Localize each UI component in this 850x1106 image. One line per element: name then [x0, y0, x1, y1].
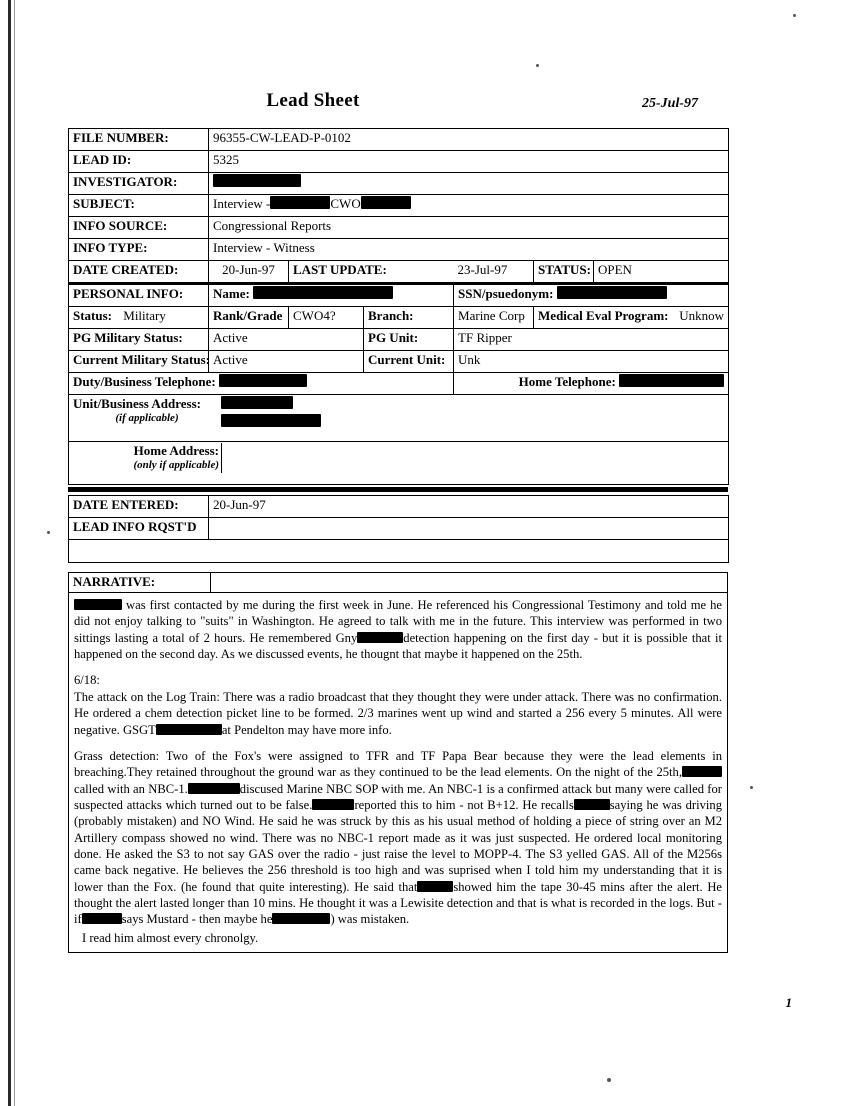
- narrative-p3h-text: ) was mistaken.: [330, 912, 410, 927]
- narrative-paragraph-3: [74, 748, 722, 928]
- info-source-label: INFO SOURCE:: [69, 217, 209, 239]
- section-divider-bar: [68, 487, 728, 492]
- info-source-value: Congressional Reports: [209, 217, 729, 239]
- redaction-bar: [682, 766, 722, 777]
- table-row-file-number: [69, 129, 729, 151]
- redaction-bar: [253, 286, 393, 299]
- date-entered-value: 20-Jun-97: [209, 496, 729, 518]
- narrative-p2-text: The attack on the Log Train: There was a radio broadcast that they thought they were under attack. There was no confirmation. He ordered a chem detection picket line to be formed. 2/3 marines went up wind and started a 256 every 5 minutes. All were negative. GSGT: [74, 689, 722, 737]
- lead-info-blank-cell: [69, 540, 729, 563]
- scan-speck: [47, 531, 50, 534]
- redaction-bar: [221, 414, 321, 427]
- current-military-value: Active: [209, 351, 364, 373]
- lead-id-label: LEAD ID:: [69, 151, 209, 173]
- unit-address-note: (if applicable): [115, 412, 179, 425]
- narrative-p1-text: was first contacted by me during the first week in June. He referenced his Congressional Testimony and told me he did not enjoy talking to "suits" in Washington. He agreed to talk with me in the future. This interview was performed in two sittings lasting a total of 2 hours. He remembered Gny: [74, 598, 722, 645]
- branch-label: Branch:: [364, 307, 454, 329]
- home-phone-label: Home Telephone:: [518, 374, 616, 389]
- page-number: 1: [785, 995, 792, 1010]
- name-label: Name:: [213, 286, 250, 301]
- narrative-paragraph-2: [74, 672, 722, 737]
- branch-value: Marine Corp: [454, 307, 534, 329]
- redaction-bar: [82, 913, 122, 924]
- table-row-current-military: [69, 351, 729, 373]
- status2-value: Military: [123, 308, 166, 323]
- duty-phone-cell: [69, 373, 454, 395]
- date-created-label: DATE CREATED:: [69, 261, 209, 283]
- file-number-label: FILE NUMBER:: [69, 129, 209, 151]
- pg-unit-value: TF Ripper: [454, 329, 729, 351]
- redaction-bar: [213, 174, 301, 187]
- redaction-bar: [357, 632, 403, 643]
- narrative-p3g-text: says Mustard - then maybe he: [121, 912, 273, 927]
- info-type-value: Interview - Witness: [209, 239, 729, 261]
- redaction-bar: [557, 286, 667, 299]
- redaction-bar: [312, 799, 354, 810]
- redaction-bar: [272, 913, 330, 924]
- pg-military-label: PG Military Status:: [69, 329, 209, 351]
- redaction-bar: [361, 196, 411, 209]
- investigator-label: INVESTIGATOR:: [69, 173, 209, 195]
- rank-value: CWO4?: [289, 307, 364, 329]
- table-row-info-source: [69, 217, 729, 239]
- narrative-paragraph-1: [74, 597, 722, 662]
- home-address-label: Home Address:: [133, 443, 219, 458]
- table-row-investigator: [69, 173, 729, 195]
- scan-speck: [793, 14, 796, 17]
- home-address-note: (only if applicable): [133, 459, 219, 472]
- header-fields-table: [68, 128, 729, 283]
- status-value: OPEN: [594, 261, 729, 283]
- current-military-label: Current Military Status:: [69, 351, 209, 373]
- table-row-unit-address: [69, 395, 729, 442]
- personal-info-label: PERSONAL INFO:: [69, 284, 209, 307]
- current-unit-value: Unk: [454, 351, 729, 373]
- table-row-pg-military: [69, 329, 729, 351]
- current-unit-label: Current Unit:: [364, 351, 454, 373]
- narrative-p1b-text: detection happening on the first day - but it is possible that it happened on the second day. As we discussed events, he thougnt that maybe it happened on the 25th.: [74, 630, 722, 662]
- table-row-status-rank: [69, 307, 729, 329]
- home-phone-cell: [454, 373, 729, 395]
- table-row-home-address: [69, 442, 729, 485]
- status2-cell: [69, 307, 209, 329]
- redaction-bar: [270, 196, 330, 209]
- investigator-value: [209, 173, 729, 195]
- narrative-section: [68, 572, 728, 953]
- personal-info-table: [68, 283, 729, 485]
- table-row-date-entered: [69, 496, 729, 518]
- narrative-p3b-text: called with an NBC-1.: [74, 781, 188, 796]
- scan-speck: [750, 786, 753, 789]
- last-update-value: 23-Jul-97: [454, 261, 534, 283]
- unit-address-cell: [69, 395, 729, 442]
- ssn-cell: [454, 284, 729, 307]
- document-date: 25-Jul-97: [642, 96, 698, 111]
- status2-label: Status:: [73, 308, 113, 323]
- entry-table: [68, 495, 729, 563]
- redaction-bar: [74, 599, 122, 610]
- page-title: Lead Sheet: [266, 90, 360, 111]
- file-number-value: 96355-CW-LEAD-P-0102: [209, 129, 729, 151]
- lead-info-label: LEAD INFO RQST'D: [69, 518, 209, 540]
- table-row-lead-info-blank: [69, 540, 729, 563]
- title-row: [68, 90, 728, 112]
- home-address-value: [221, 443, 724, 473]
- rank-label: Rank/Grade: [209, 307, 289, 329]
- narrative-p3c-text: discused Marine NBC SOP with me. An NBC-1 is a confirmed attack but many were called for suspected attacks which turned out to be false.: [74, 781, 722, 812]
- table-row-subject: [69, 195, 729, 217]
- redaction-bar: [188, 783, 240, 794]
- narrative-p3a-text: Grass detection: Two of the Fox's were assigned to TFR and TF Papa Bear because they were the lead elements in breaching.They retained throughout the ground war as they continued to be the lead elements. On the night of the 25th,: [74, 748, 722, 780]
- narrative-p2b-text: at Pendelton may have more info.: [221, 722, 392, 737]
- table-row-telephones: [69, 373, 729, 395]
- date-entered-label: DATE ENTERED:: [69, 496, 209, 518]
- duty-phone-label: Duty/Business Telephone:: [73, 374, 216, 389]
- narrative-header-divider: [210, 573, 211, 592]
- narrative-p3e-text: saying he was driving (probably mistaken) and NO Wind. He said he was struck by this as his usual method of holding a piece of string over an M2 Artillery compass showed no wind. There was no NBC-1 report made as it was just suspected. He ordered local monitoring done. He asked the S3 to not say GAS over the radio - just raise the level to MOPP-4. The S3 yelled GAS. All of the M256s came back negative. He believes the 256 threshold is too high and was suprised when I told him my understanding that it is lower than the Fox. (he found that quite interesting). He said that: [74, 797, 722, 894]
- redaction-bar: [219, 374, 307, 387]
- last-update-label: LAST UPDATE:: [289, 261, 454, 283]
- lead-id-value: 5325: [209, 151, 729, 173]
- unit-address-label: Unit/Business Address:: [73, 396, 201, 411]
- subject-midtext: CWO: [330, 196, 361, 211]
- pg-unit-label: PG Unit:: [364, 329, 454, 351]
- redaction-bar: [156, 724, 222, 735]
- narrative-p3d-text: reported this to him - not B+12. He recalls: [354, 797, 574, 812]
- subject-prefix: Interview -: [213, 196, 271, 211]
- table-row-personal-info: [69, 284, 729, 307]
- table-row-dates: [69, 261, 729, 283]
- narrative-body: [68, 592, 728, 953]
- narrative-label: NARRATIVE:: [73, 574, 156, 589]
- lead-info-value: [209, 518, 729, 540]
- narrative-p3f-text: showed him the tape 30-45 mins after the alert. He thought the alert lasted longer than 10 mins. He thought it was a Lewisite detection and that is what is recorded in the logs. But - if: [74, 879, 722, 927]
- redaction-bar: [619, 374, 724, 387]
- scan-speck: [536, 64, 539, 67]
- ssn-label: SSN/psuedonym:: [458, 286, 554, 301]
- date-created-value: 20-Jun-97: [209, 261, 289, 283]
- info-type-label: INFO TYPE:: [69, 239, 209, 261]
- status-label: STATUS:: [534, 261, 594, 283]
- redaction-bar: [574, 799, 610, 810]
- narrative-header: [68, 572, 728, 592]
- table-row-lead-id: [69, 151, 729, 173]
- narrative-paragraph-4: I read him almost every chronolgy.: [82, 930, 259, 945]
- table-row-info-type: [69, 239, 729, 261]
- redaction-bar: [221, 396, 293, 409]
- scan-edge-artifact: [8, 0, 11, 1106]
- medical-value: Unknow: [594, 307, 729, 329]
- medical-label: Medical Eval Program:: [534, 307, 594, 329]
- home-address-cell: [69, 442, 729, 485]
- narrative-p2-head: 6/18:: [74, 673, 100, 688]
- subject-label: SUBJECT:: [69, 195, 209, 217]
- pg-military-value: Active: [209, 329, 364, 351]
- scan-speck: [607, 1078, 611, 1082]
- scan-edge-artifact-secondary: [14, 0, 15, 1106]
- name-cell: [209, 284, 454, 307]
- table-row-lead-info: [69, 518, 729, 540]
- subject-value: [209, 195, 729, 217]
- redaction-bar: [417, 881, 453, 892]
- lead-sheet: [68, 90, 728, 953]
